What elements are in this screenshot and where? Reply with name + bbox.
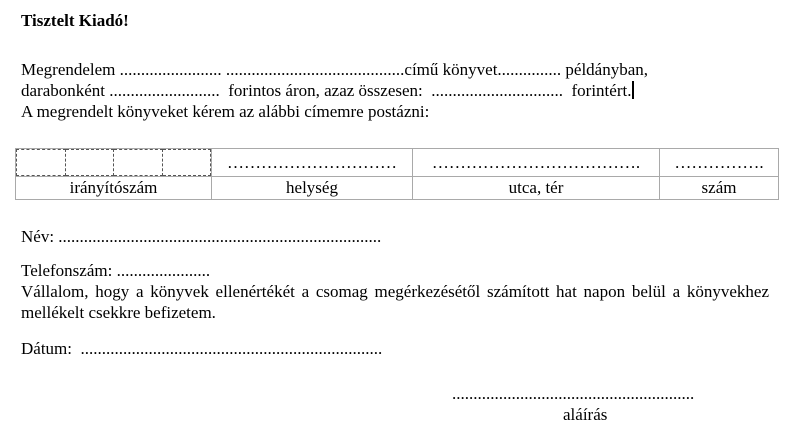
street-field[interactable]: ………………………………. [413,149,660,177]
letter-salutation: Tisztelt Kiadó! [21,11,129,30]
order-line-2 [21,80,761,101]
date-field-line[interactable]: Dátum: ....................................................................... [21,339,383,358]
zip-code-cell[interactable] [16,149,212,177]
zip-code-label: irányítószám [16,177,212,200]
address-label-row [16,177,779,200]
city-label: helység [212,177,413,200]
signature-label: aláírás [563,405,608,424]
street-label: utca, tér [413,177,660,200]
house-number-field[interactable]: ……………. [660,149,779,177]
address-table [15,148,779,200]
phone-field-line[interactable]: Telefonszám: ...................... [21,261,211,280]
address-input-row [16,149,779,177]
order-line-2-text: darabonként .......................... forintos áron, azaz összesen: ............................... forintért. [21,81,632,100]
order-line-1: Megrendelem ........................ ..........................................című könyvet............... példányban, [21,60,649,79]
zip-digit-box[interactable] [163,149,212,176]
zip-digit-box[interactable] [114,149,163,176]
signature-line[interactable]: ......................................................... [452,384,695,403]
order-paragraph [21,59,761,122]
zip-digit-box[interactable] [66,149,115,176]
zip-digit-box[interactable] [16,149,66,176]
text-cursor [632,81,634,99]
name-field-line[interactable]: Név: ............................................................................ [21,227,382,246]
contact-block [21,260,769,323]
order-line-3: A megrendelt könyveket kérem az alábbi címemre postázni: [21,102,430,121]
city-field[interactable]: ………………………… [212,149,413,177]
zip-code-boxes[interactable] [16,149,211,176]
commitment-text: Vállalom, hogy a könyvek ellenértékét a csomag megérkezésétől számított hat napon belül a könyvekhez mellékelt csekkre befizetem. [21,282,769,322]
house-number-label: szám [660,177,779,200]
